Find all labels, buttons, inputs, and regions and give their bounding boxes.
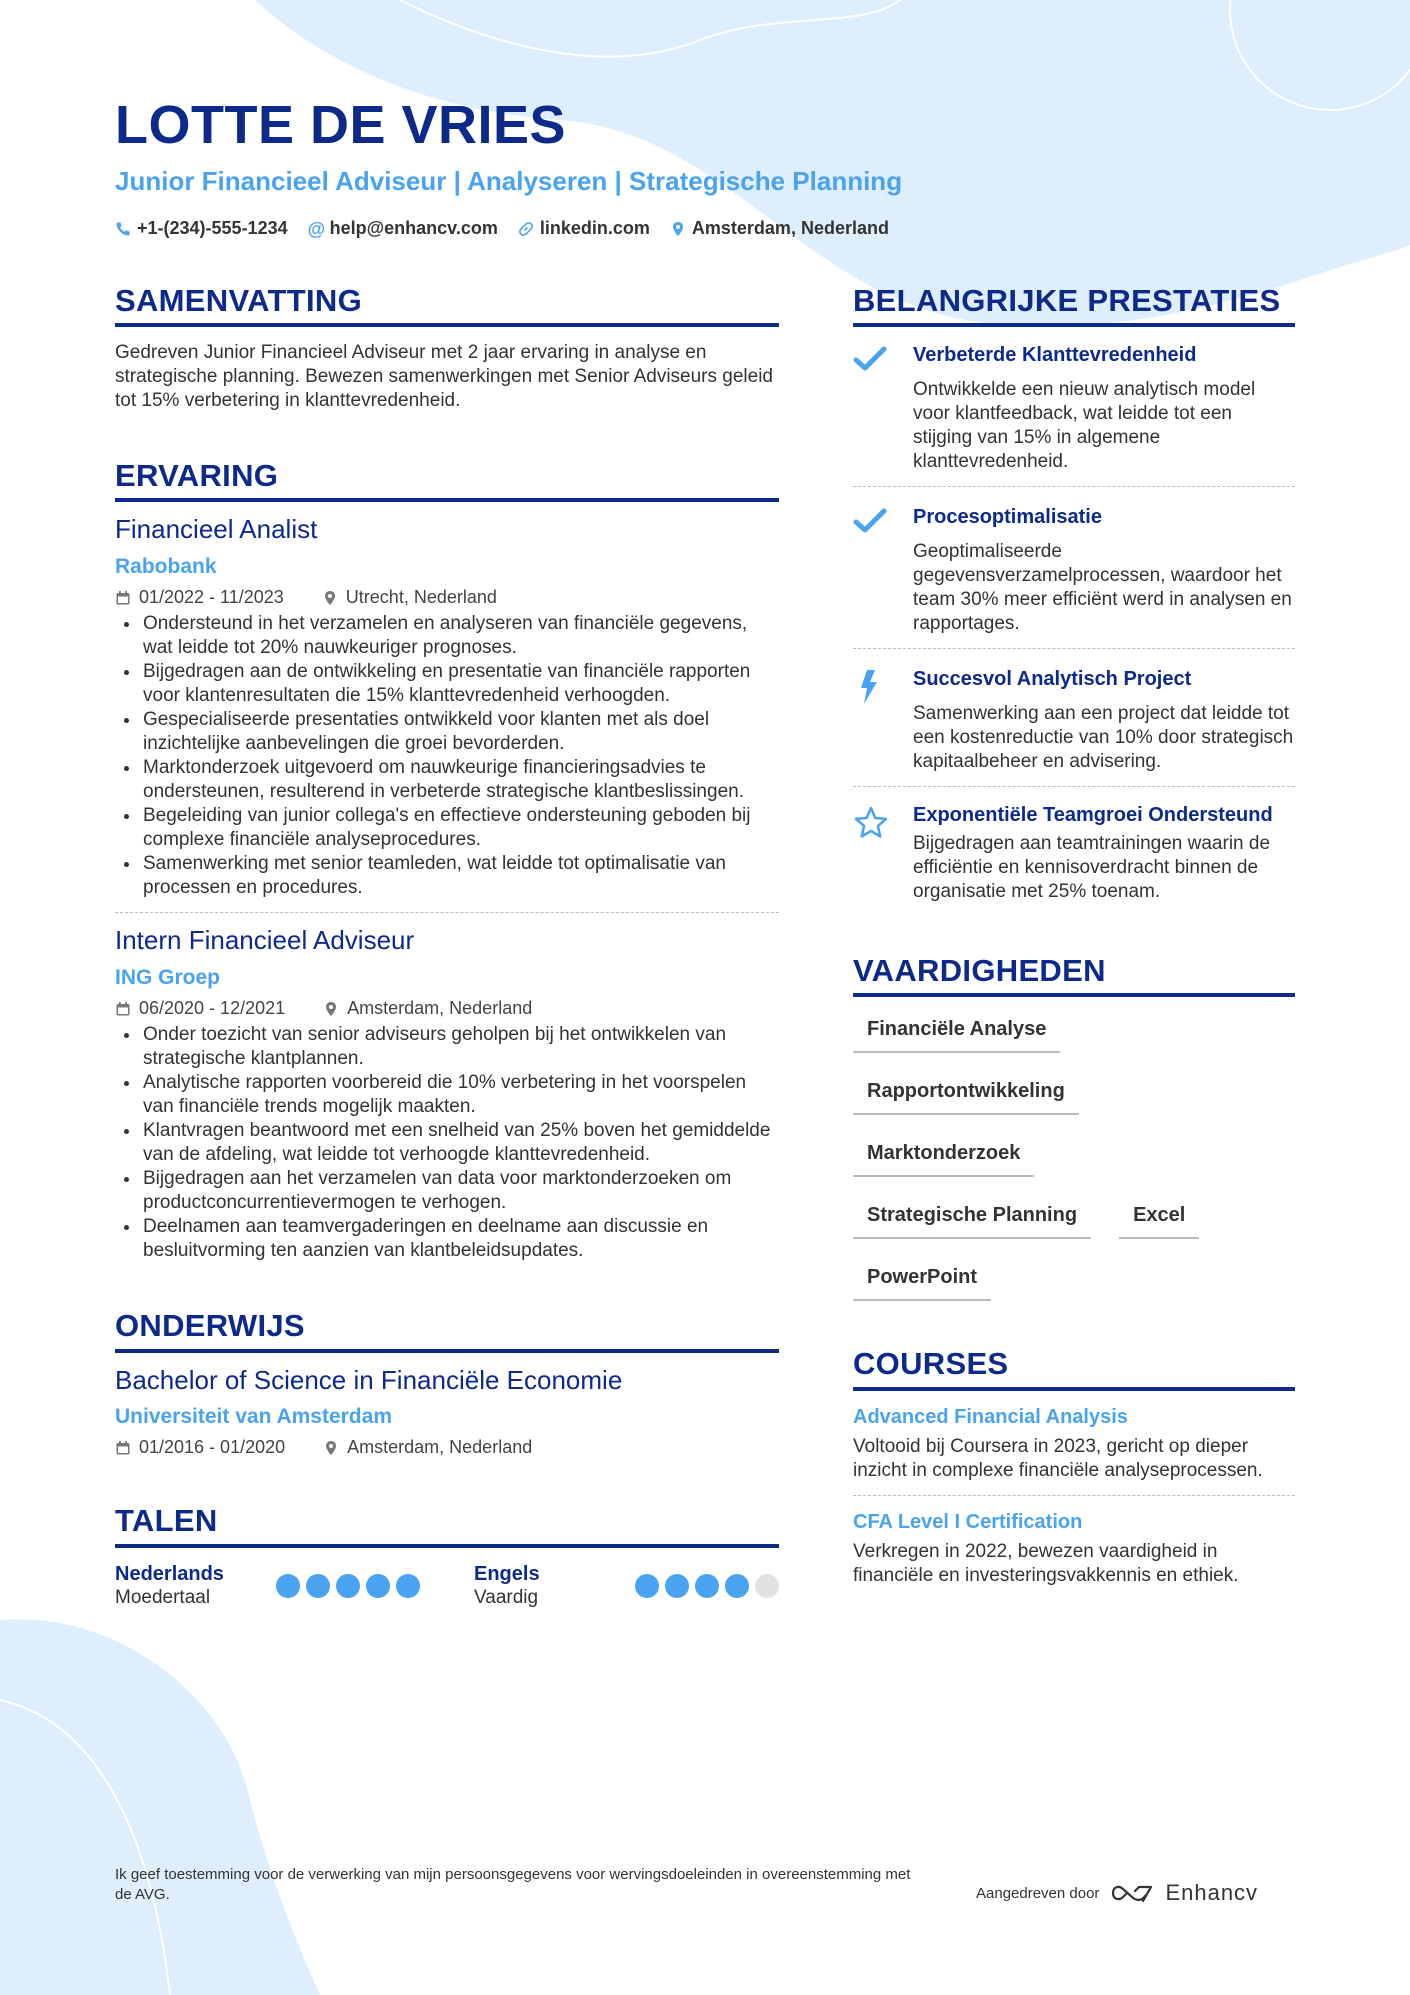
rating-dot [366, 1574, 390, 1598]
education-heading: ONDERWIJS [115, 1307, 779, 1352]
powered-by [976, 1880, 1258, 1906]
languages-heading: TALEN [115, 1502, 779, 1547]
rating-dot [755, 1574, 779, 1598]
job-bullet: Gespecialiseerde presentaties ontwikkeld voor klanten met als doel inzichtelijke aanbevelingen die groei bevorderden. [115, 708, 779, 756]
star-icon [853, 805, 889, 841]
job-title: Financieel Analist [115, 514, 318, 545]
job-bullet: Samenwerking met senior teamleden, wat leidde tot optimalisatie van processen en procedures. [115, 852, 779, 900]
calendar-icon [115, 1001, 131, 1017]
rating-dot [665, 1574, 689, 1598]
job-bullet: Onder toezicht van senior adviseurs geholpen bij het ontwikkelen van strategische klantplannen. [115, 1023, 779, 1071]
lightning-icon [853, 669, 887, 705]
rating-dot [336, 1574, 360, 1598]
school-name: Universiteit van Amsterdam [115, 1404, 392, 1428]
achievement-desc: Samenwerking aan een project dat leidde tot een kostenreductie van 10% door strategisch kapitaalbeheer en advisering. [913, 703, 1294, 773]
divider [853, 786, 1295, 787]
skill-tag: Financiële Analyse [853, 1017, 1060, 1053]
language-rating [635, 1574, 779, 1598]
language-name: Nederlands [115, 1562, 224, 1585]
job-bullets [115, 612, 779, 900]
enhancv-logo-icon [1109, 1881, 1155, 1905]
contact-linkedin[interactable] [518, 218, 650, 240]
language-level: Vaardig [474, 1586, 539, 1608]
language-item [474, 1562, 779, 1610]
phone-icon [115, 221, 131, 237]
rating-dot [695, 1574, 719, 1598]
education-location: Amsterdam, Nederland [347, 1436, 533, 1457]
rating-dot [635, 1574, 659, 1598]
skill-tag: Excel [1119, 1203, 1199, 1239]
contact-phone-text: +1-(234)-555-1234 [137, 218, 288, 238]
candidate-name: LOTTE DE VRIES [115, 95, 567, 155]
courses-heading: COURSES [853, 1345, 1295, 1390]
job-meta [115, 587, 779, 609]
divider [853, 486, 1295, 487]
course-desc: Verkregen in 2022, bewezen vaardigheid in financiële en investeringsvakkennis en ethiek. [853, 1540, 1239, 1586]
rating-dot [306, 1574, 330, 1598]
divider [115, 912, 779, 913]
job-meta [115, 998, 779, 1020]
skill-tag: Strategische Planning [853, 1203, 1091, 1239]
skill-tag: Rapportontwikkeling [853, 1079, 1079, 1115]
brand-name: Enhancv [1165, 1880, 1259, 1905]
skill-tag: PowerPoint [853, 1265, 991, 1301]
job-bullets [115, 1023, 779, 1263]
contact-location [670, 218, 889, 240]
company-name: ING Groep [115, 965, 221, 989]
rating-dot [276, 1574, 300, 1598]
divider [853, 1495, 1295, 1496]
right-column [853, 282, 1295, 1588]
rating-dot [396, 1574, 420, 1598]
achievement-title: Verbeterde Klanttevredenheid [913, 344, 1197, 367]
contact-email[interactable] [308, 218, 498, 240]
job-bullet: Marktonderzoek uitgevoerd om nauwkeurige financieringsadvies te ondersteunen, resulterend in verbeterde strategische klantbeslissingen. [115, 756, 779, 804]
job-location: Utrecht, Nederland [345, 586, 497, 607]
job-location: Amsterdam, Nederland [347, 997, 533, 1018]
job-bullet: Bijgedragen aan het verzamelen van data voor marktonderzoeken om productconcurrentievermogen te verhogen. [115, 1167, 779, 1215]
education-meta [115, 1437, 779, 1459]
job-bullet: Begeleiding van junior collega's en effectieve ondersteuning geboden bij complexe financiële analyseprocedures. [115, 804, 779, 852]
powered-by-label: Aangedreven door [976, 1884, 1100, 1902]
company-name: Rabobank [115, 554, 217, 578]
achievement-desc: Ontwikkelde een nieuw analytisch model voor klantfeedback, wat leidde tot een stijging van 15% in algemene klanttevredenheid. [913, 379, 1256, 473]
degree-title: Bachelor of Science in Financiële Economie [115, 1364, 623, 1395]
location-pin-icon [323, 1440, 339, 1456]
rating-dot [725, 1574, 749, 1598]
achievement-desc: Bijgedragen aan teamtrainingen waarin de efficiëntie en kennisoverdracht binnen de organisatie met 25% toenam. [913, 833, 1271, 903]
course-title: CFA Level I Certification [853, 1510, 1083, 1533]
at-icon: @ [307, 218, 326, 239]
location-pin-icon [323, 1001, 339, 1017]
job-bullet: Analytische rapporten voorbereid die 10% verbetering in het voorspelen van financiële trends mogelijk maakten. [115, 1071, 779, 1119]
check-icon [853, 507, 887, 535]
course-item [853, 1510, 1295, 1588]
achievement-item [853, 505, 1295, 636]
job-dates: 01/2022 - 11/2023 [139, 586, 284, 607]
calendar-icon [115, 590, 131, 606]
achievement-item [853, 667, 1295, 774]
job-bullet: Bijgedragen aan de ontwikkeling en presentatie van financiële rapporten voor klantenresultaten die 15% klanttevredenheid verhoogden. [115, 660, 779, 708]
check-icon [853, 345, 887, 373]
languages-list [115, 1562, 779, 1610]
left-column [115, 282, 779, 1610]
location-pin-icon [670, 221, 686, 237]
job-bullet: Klantvragen beantwoord met een snelheid van 25% boven het gemiddelde van de afdeling, wat leidde tot verhoogde klanttevredenheid. [115, 1119, 779, 1167]
contact-linkedin-text: linkedin.com [539, 218, 650, 238]
link-icon [518, 221, 534, 237]
contact-phone[interactable] [115, 218, 288, 240]
contact-location-text: Amsterdam, Nederland [691, 218, 889, 238]
skills-list [853, 1017, 1295, 1327]
contact-bar [115, 218, 889, 240]
skill-tag: Marktonderzoek [853, 1141, 1034, 1177]
summary-text: Gedreven Junior Financieel Adviseur met 2 jaar ervaring in analyse en strategische planning. Bewezen samenwerkingen met Senior Adviseurs geleid tot 15% verbetering in klanttevredenheid. [115, 342, 773, 412]
achievements-heading: BELANGRIJKE PRESTATIES [853, 282, 1295, 327]
achievement-desc: Geoptimaliseerde gegevensverzamelprocessen, waardoor het team 30% meer efficiënt werd in analysen en rapportages. [913, 541, 1292, 635]
candidate-tagline: Junior Financieel Adviseur | Analyseren | Strategische Planning [115, 166, 903, 196]
experience-entry [115, 514, 779, 900]
course-item [853, 1405, 1295, 1483]
education-dates: 01/2016 - 01/2020 [139, 1436, 286, 1457]
divider [853, 648, 1295, 649]
course-desc: Voltooid bij Coursera in 2023, gericht op dieper inzicht in complexe financiële analyseprocessen. [853, 1435, 1263, 1481]
language-level: Moedertaal [115, 1586, 211, 1608]
experience-heading: ERVARING [115, 457, 779, 502]
skills-heading: VAARDIGHEDEN [853, 952, 1295, 997]
calendar-icon [115, 1440, 131, 1456]
consent-note: Ik geef toestemming voor de verwerking van mijn persoonsgegevens voor wervingsdoeleinden in overeenstemming met de AVG. [115, 1866, 911, 1903]
experience-entry [115, 925, 779, 1263]
education-entry [115, 1365, 779, 1459]
contact-email-text: help@enhancv.com [329, 218, 498, 238]
achievement-title: Exponentiële Teamgroei Ondersteund [913, 804, 1273, 827]
achievement-item [853, 343, 1295, 474]
job-title: Intern Financieel Adviseur [115, 925, 415, 956]
achievement-title: Succesvol Analytisch Project [913, 668, 1192, 691]
language-name: Engels [474, 1562, 540, 1585]
job-bullet: Ondersteund in het verzamelen en analyseren van financiële gegevens, wat leidde tot 20% nauwkeuriger prognoses. [115, 612, 779, 660]
language-rating [276, 1574, 420, 1598]
course-title: Advanced Financial Analysis [853, 1405, 1128, 1428]
achievement-title: Procesoptimalisatie [913, 506, 1102, 529]
summary-heading: SAMENVATTING [115, 282, 779, 327]
job-bullet: Deelnamen aan teamvergaderingen en deelname aan discussie en besluitvorming ten aanzien van klantbeleidsupdates. [115, 1215, 779, 1263]
language-item [115, 1562, 420, 1610]
achievement-item [853, 803, 1295, 904]
location-pin-icon [322, 590, 338, 606]
job-dates: 06/2020 - 12/2021 [139, 997, 286, 1018]
